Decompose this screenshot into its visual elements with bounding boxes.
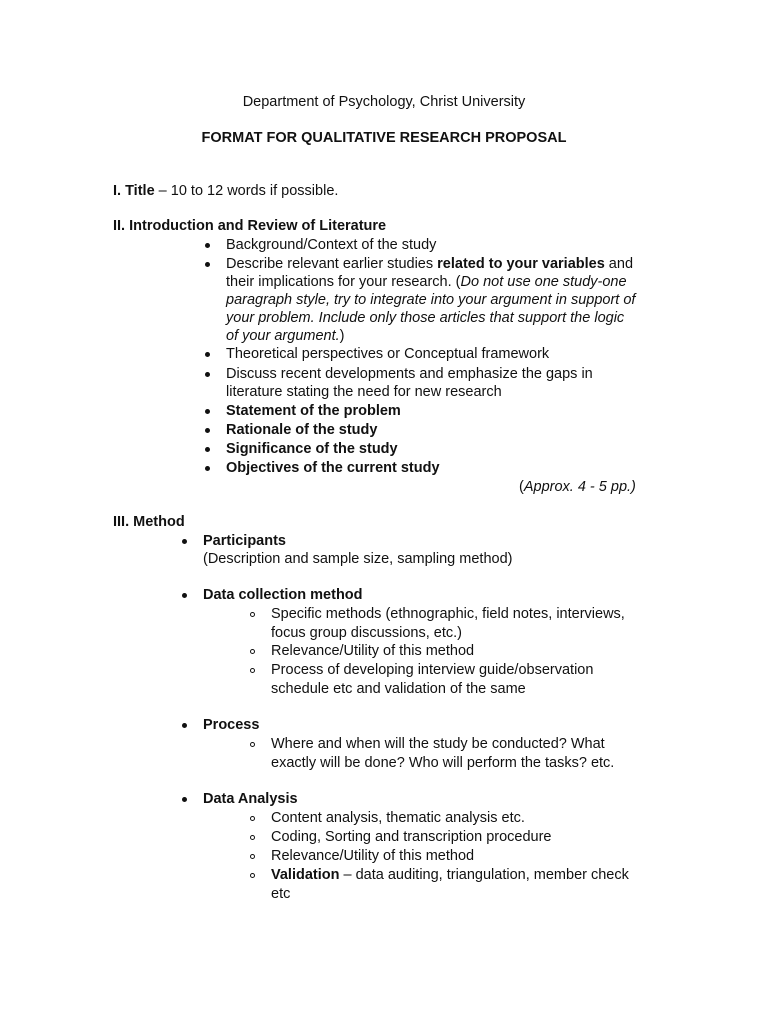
section-title-line — [113, 182, 338, 200]
describe-text: Describe relevant earlier studies — [226, 256, 438, 272]
bullet-icon — [205, 243, 210, 248]
list-item-describe-line5 — [226, 327, 345, 345]
circle-bullet-icon — [250, 742, 255, 747]
list-item-background: Background/Context of the study — [226, 237, 437, 253]
department-name: Department of Psychology, Christ University — [242, 94, 526, 110]
data-analysis-item-2: Coding, Sorting and transcription procedure — [271, 829, 552, 845]
list-item-describe-line2 — [226, 273, 627, 291]
describe-emphasis: related to your variables — [437, 256, 605, 272]
section-title-text: – 10 to 12 words if possible. — [154, 183, 339, 199]
process-item-1-line2: exactly will be done? Who will perform the tasks? etc. — [271, 755, 615, 771]
bullet-icon — [205, 447, 210, 452]
circle-bullet-icon — [250, 873, 255, 878]
list-item-discuss: Discuss recent developments and emphasize the gaps in — [226, 366, 593, 382]
data-analysis-item-1: Content analysis, thematic analysis etc. — [271, 810, 525, 826]
validation-text: – data auditing, triangulation, member check — [339, 867, 629, 883]
section-method-heading: III. Method — [113, 514, 185, 530]
data-analysis-item-3: Relevance/Utility of this method — [271, 848, 475, 864]
circle-bullet-icon — [250, 835, 255, 840]
bullet-icon — [182, 539, 187, 544]
section-intro-heading: II. Introduction and Review of Literature — [113, 218, 387, 234]
list-item-theoretical: Theoretical perspectives or Conceptual framework — [226, 346, 550, 362]
circle-bullet-icon — [250, 649, 255, 654]
circle-bullet-icon — [250, 816, 255, 821]
list-item-discuss-line2: literature stating the need for new research — [226, 384, 502, 400]
describe-line5-italic: of your argument. — [226, 328, 340, 344]
participants-description: (Description and sample size, sampling method) — [203, 551, 513, 567]
describe-text-end: and — [604, 256, 634, 272]
participants-label: Participants — [203, 533, 286, 549]
bullet-icon — [205, 428, 210, 433]
approx-pages-note — [519, 478, 636, 496]
list-item-rationale: Rationale of the study — [226, 422, 378, 438]
data-collection-label: Data collection method — [203, 587, 363, 603]
validation-label: Validation — [271, 867, 340, 883]
bullet-icon — [182, 797, 187, 802]
list-item-describe-line3: paragraph style, try to integrate into your argument in support of — [226, 292, 636, 308]
data-analysis-item-4-line2: etc — [271, 886, 291, 902]
data-analysis-label: Data Analysis — [203, 791, 298, 807]
data-analysis-item-4 — [271, 866, 629, 884]
bullet-icon — [182, 723, 187, 728]
data-collection-item-1: Specific methods (ethnographic, field notes, interviews, — [271, 606, 625, 622]
describe-line2-italic: Do not use one study-one — [460, 274, 627, 290]
list-item-describe — [226, 255, 633, 273]
process-item-1: Where and when will the study be conducted? What — [271, 736, 605, 752]
approx-paren: ( — [519, 479, 524, 495]
bullet-icon — [205, 262, 210, 267]
bullet-icon — [182, 593, 187, 598]
bullet-icon — [205, 409, 210, 414]
list-item-significance: Significance of the study — [226, 441, 398, 457]
describe-line5-paren: ) — [339, 328, 345, 344]
circle-bullet-icon — [250, 668, 255, 673]
process-label: Process — [203, 717, 260, 733]
list-item-describe-line4: your problem. Include only those articles that support the logic — [226, 310, 625, 326]
data-collection-item-1-line2: focus group discussions, etc.) — [271, 625, 463, 641]
circle-bullet-icon — [250, 854, 255, 859]
document-title: FORMAT FOR QUALITATIVE RESEARCH PROPOSAL — [201, 130, 567, 146]
data-collection-item-3-line2: schedule etc and validation of the same — [271, 681, 526, 697]
list-item-statement: Statement of the problem — [226, 403, 401, 419]
bullet-icon — [205, 466, 210, 471]
describe-line2-text: their implications for your research. ( — [226, 274, 461, 290]
circle-bullet-icon — [250, 612, 255, 617]
bullet-icon — [205, 372, 210, 377]
approx-text: Approx. 4 - 5 pp.) — [523, 479, 636, 495]
data-collection-item-2: Relevance/Utility of this method — [271, 643, 475, 659]
data-collection-item-3: Process of developing interview guide/observation — [271, 662, 594, 678]
list-item-objectives: Objectives of the current study — [226, 460, 440, 476]
bullet-icon — [205, 352, 210, 357]
section-title-heading: I. Title — [113, 183, 155, 199]
